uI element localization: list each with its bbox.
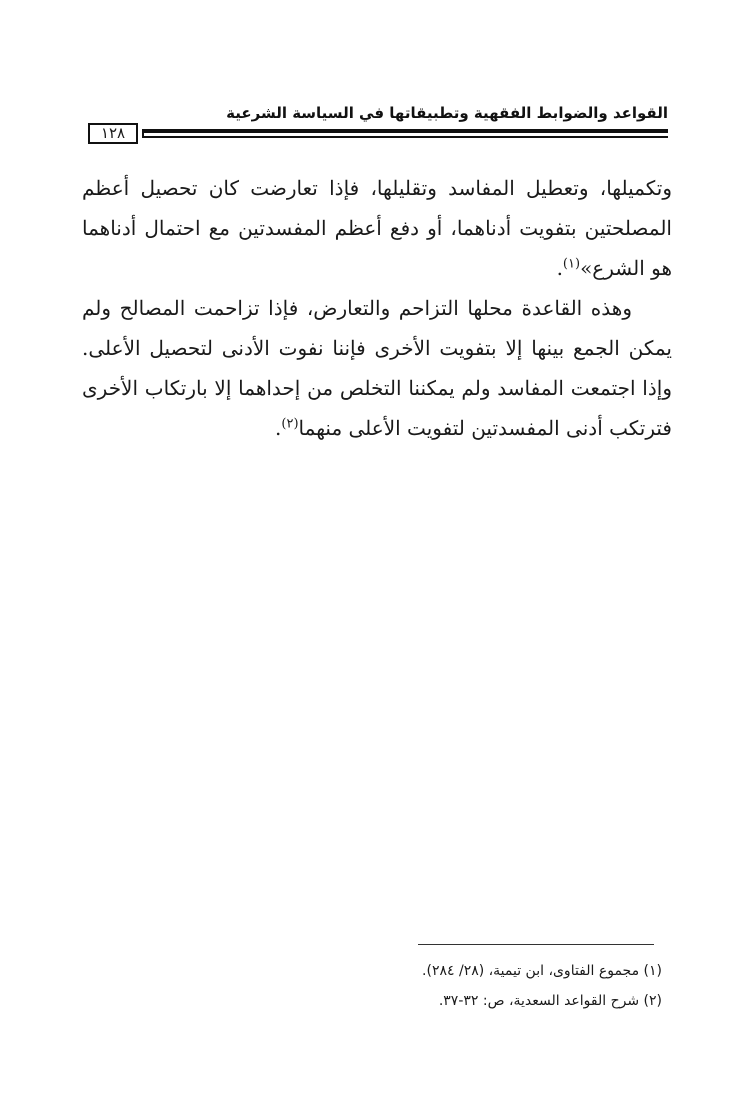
footnote-separator (418, 944, 654, 945)
main-text (82, 168, 672, 448)
running-header (88, 100, 668, 148)
footnote-reference: (١) (562, 256, 581, 272)
paragraph-end: . (275, 416, 282, 440)
footnote-2: (٢) شرح القواعد السعدية، ص: ٣٢-٣٧. (438, 993, 662, 1009)
page-number: ١٢٨ (88, 123, 138, 144)
paragraph (82, 168, 672, 288)
book-title: القواعد والضوابط الفقهية وتطبيقاتها في السياسة الشرعية (226, 104, 668, 122)
footnote-1: (١) مجموع الفتاوى، ابن تيمية، (٢٨/ ٢٨٤). (422, 963, 662, 979)
paragraph (82, 288, 672, 448)
paragraph-text: وتكميلها، وتعطيل المفاسد وتقليلها، فإذا تعارضت كان تحصيل أعظم المصلحتين بتفويت أدناهما، أو دفع أعظم المفسدتين مع احتمال أدناهما هو الشرع» (82, 176, 672, 280)
header-rule-joint (142, 129, 144, 138)
paragraph-end: . (556, 256, 563, 280)
header-rule-thin (144, 136, 668, 138)
footnotes (82, 956, 662, 1016)
footnote-reference: (٢) (281, 416, 299, 432)
header-rule-thick (144, 129, 668, 133)
paragraph-text: وهذه القاعدة محلها التزاحم والتعارض، فإذا تزاحمت المصالح ولم يمكن الجمع بينها إلا بتفويت الأخرى فإننا نفوت الأدنى لتحصيل الأعلى. وإذا اجتمعت المفاسد ولم يمكننا التخلص من إحداهما إلا بارتكاب الأخرى فترتكب أدنى المفسدتين لتفويت الأعلى منهما (82, 296, 672, 440)
